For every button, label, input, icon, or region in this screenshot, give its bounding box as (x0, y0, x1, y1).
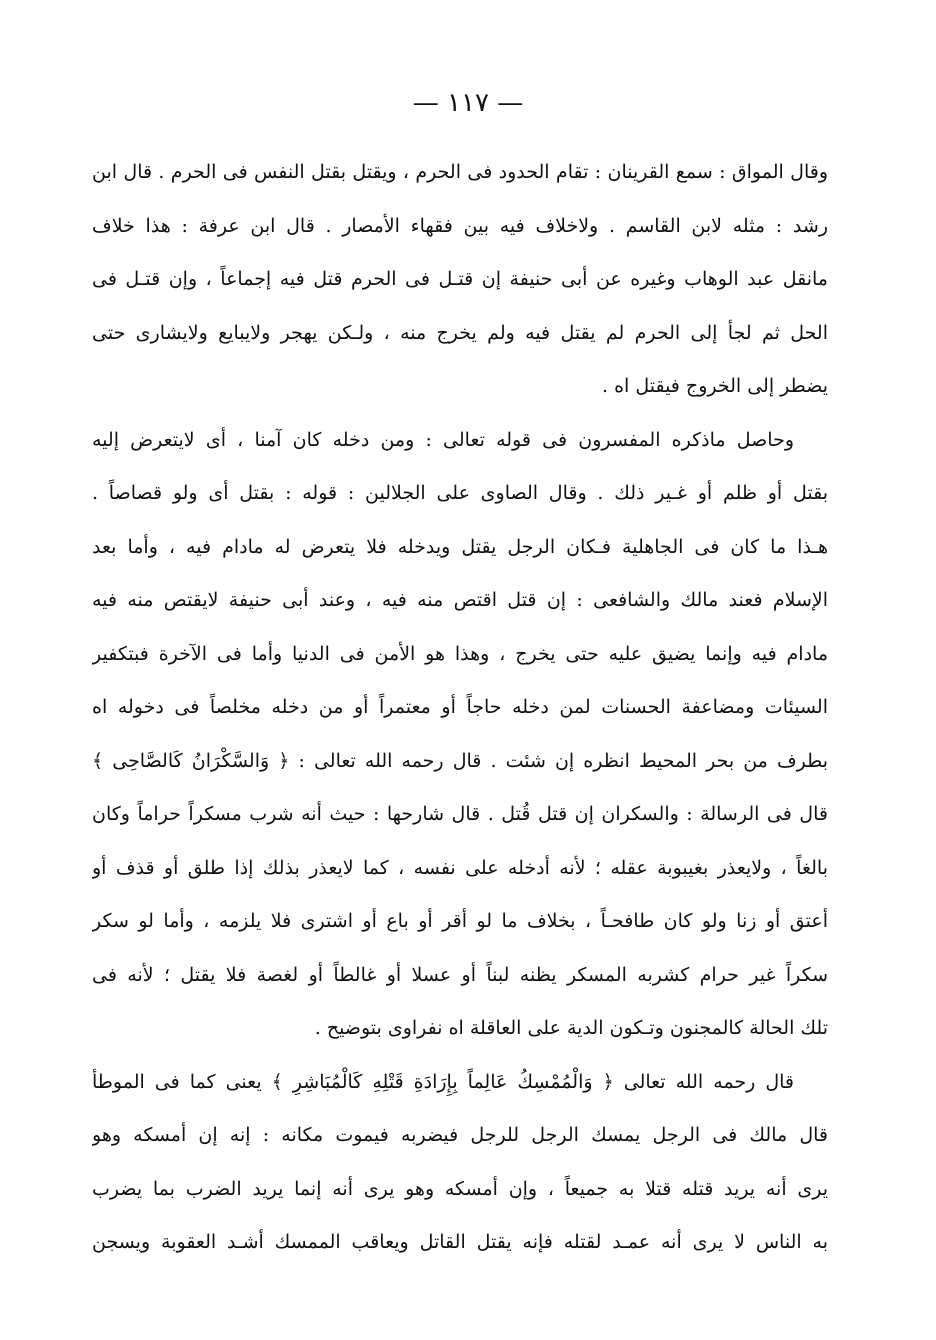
text-line: قال رحمه الله تعالى ﴿ وَالْمُمْسِكُ عَالِماً بِإِرَادَةِ قَتْلِهِ كَالْمُبَاشِرِ ﴾ يعنى كما فى الموطأ (92, 1070, 794, 1093)
text-line: بالغاً ، ولايعذر بغيبوبة عقله ؛ لأنه أدخله على نفسه ، كما لايعذر بذلك إذا طلق أو قذف أو (92, 856, 828, 879)
text-line: قال فى الرسالة : والسكران إن قتل قُتل . قال شارحها : حيث أنه شرب مسكراً حراماً وكان (92, 803, 828, 825)
text-line: بقتل أو ظلم أو غـير ذلك . وقال الصاوى على الجلالين : قوله : بقتل أى ولو قصاصاً . (92, 482, 828, 504)
text-line: يرى أنه يريد قتله قتلا به جميعاً ، وإن أمسكه وهو يرى أنه إنما يريد الضرب بما يضرب (92, 1177, 828, 1200)
text-line: هـذا ما كان فى الجاهلية فـكان الرجل يقتل ويدخله فلا يتعرض له مادام فيه ، وأما بعد (92, 535, 828, 558)
text-line: أعتق أو زنا ولو كان طافحـاً ، بخلاف ما لو أقر أو باع أو اشترى فلا يلزمه ، وأما لو سكر (92, 910, 828, 932)
text-line: مادام فيه وإنما يضيق عليه حتى يخرج ، وهذا هو الأمن فى الدنيا وأما فى الآخرة فبتكفير (92, 642, 828, 665)
page-number: — ١١٧ — (412, 88, 524, 118)
body-text (92, 146, 828, 1270)
text-line: يضطر إلى الخروج فيقتل اه . (601, 375, 828, 397)
text-line: وقال المواق : سمع القرينان : تقام الحدود فى الحرم ، ويقتل بقتل النفس فى الحرم . قال ابن (92, 161, 828, 183)
text-line: مانقل عبد الوهاب وغيره عن أبى حنيفة إن قتـل فى الحرم قتل فيه إجماعاً ، وإن قتـل فى (92, 268, 828, 290)
text-line: السيئات ومضاعفة الحسنات لمن دخله حاجاً أو معتمراً أو من دخله مخلصاً فى دخوله اه (92, 696, 828, 718)
text-line: الإسلام فعند مالك والشافعى : إن قتل اقتص منه فيه ، وعند أبى حنيفة لايقتص منه فيه (92, 589, 828, 611)
text-line: بطرف من بحر المحيط انظره إن شئت . قال رحمه الله تعالى : ﴿ وَالسَّكْرَانُ كَالصَّاحِى ﴾ (92, 749, 828, 772)
text-line: وحاصل ماذكره المفسرون فى قوله تعالى : ومن دخله كان آمنا ، أى لايتعرض إليه (92, 428, 794, 451)
text-line: الحل ثم لجأ إلى الحرم لم يقتل فيه ولم يخرج منه ، ولـكن يهجر ولايبايع ولايشارى حتى (92, 321, 828, 344)
text-line: تلك الحالة كالمجنون وتـكون الدية على العاقلة اه نفراوى بتوضيح . (314, 1017, 828, 1039)
text-line: رشد : مثله لابن القاسم . ولاخلاف فيه بين فقهاء الأمصار . قال ابن عرفة : هذا خلاف (92, 214, 828, 237)
text-line: قال مالك فى الرجل يمسك الرجل للرجل فيضربه فيموت مكانه : إنه إن أمسكه وهو (92, 1124, 828, 1146)
text-line: به الناس لا يرى أنه عمـد لقتله فإنه يقتل القاتل ويعاقب الممسك أشـد العقوبة ويسجن (92, 1231, 828, 1253)
text-line: سكراً غير حرام كشربه المسكر يظنه لبناً أو عسلا أو غالطاً أو لغصة فلا يقتل ؛ لأنه فى (92, 963, 828, 986)
